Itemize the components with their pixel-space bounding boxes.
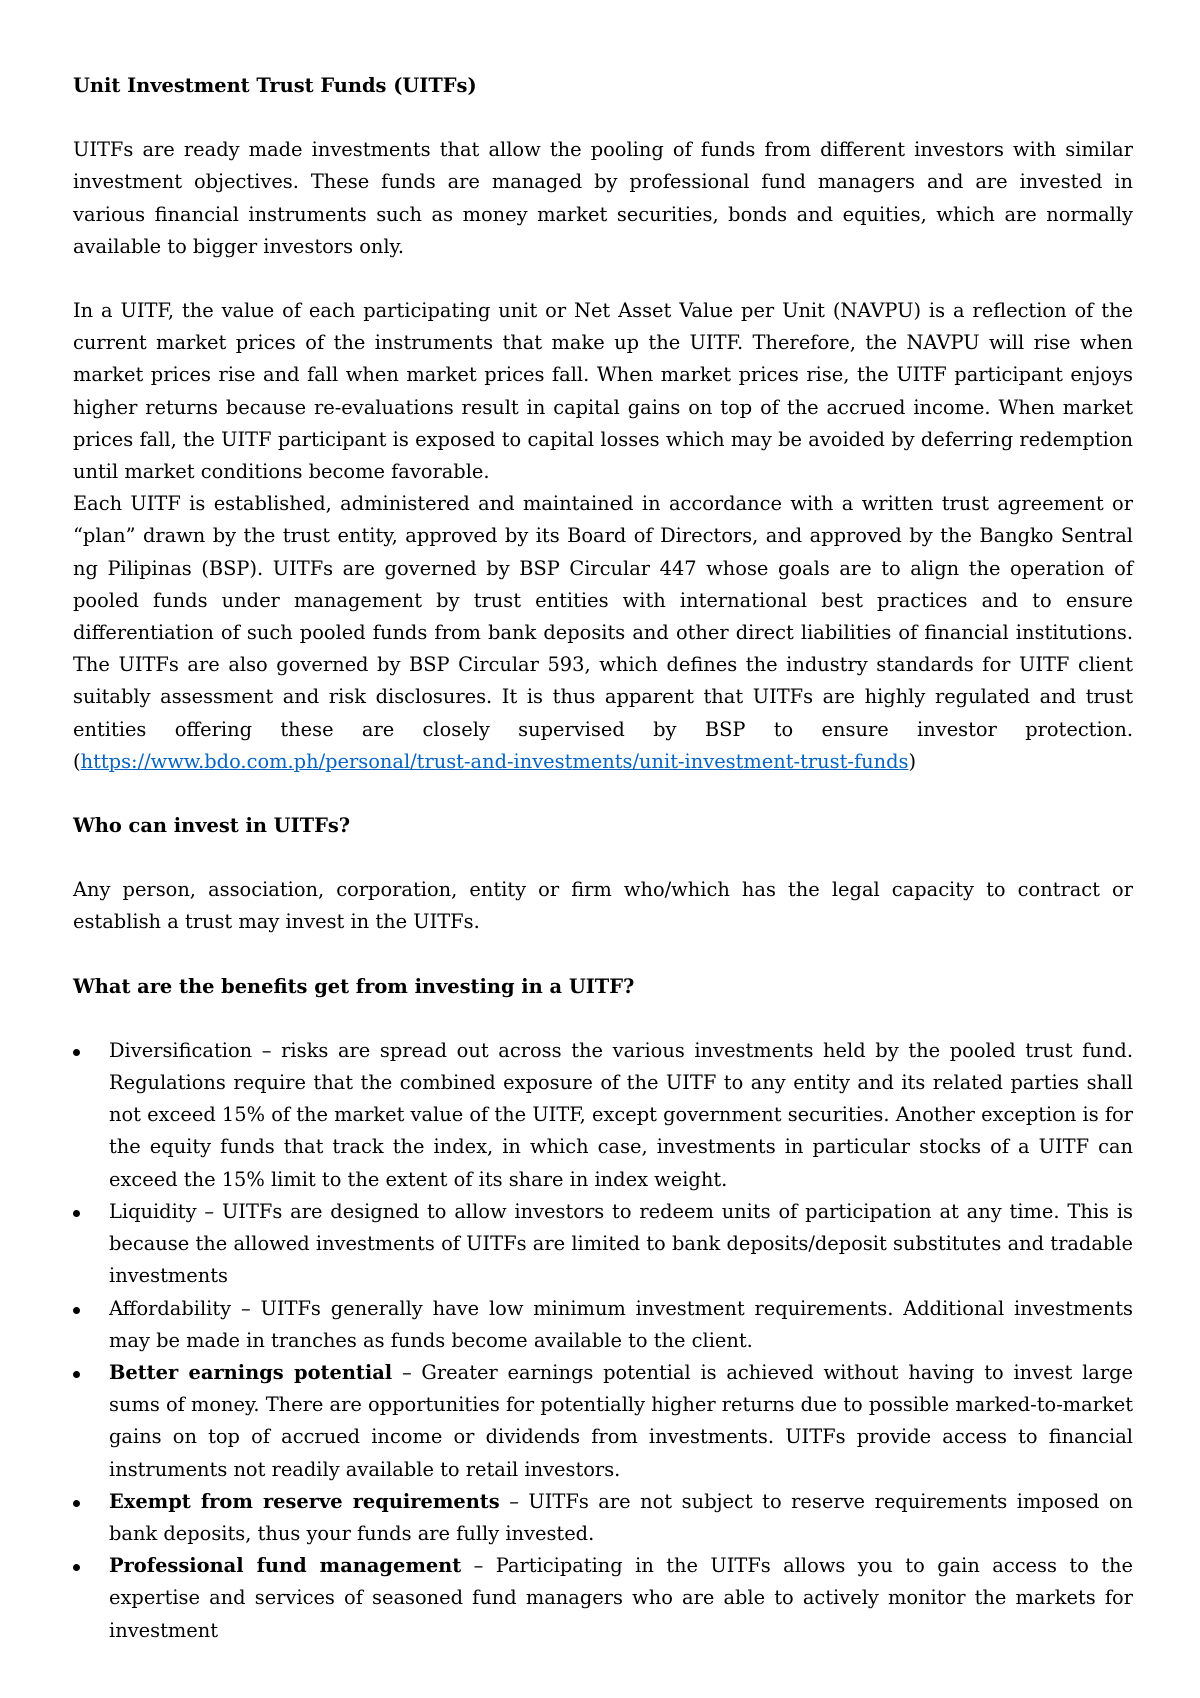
bullet-icon [73,1564,80,1571]
who-can-invest-heading: Who can invest in UITFs? [73,814,351,838]
benefit-text: – Greater earnings potential is achieved without having to invest large sums of money. There are opportunities for potentially higher returns due to possible marked-to-market gains on top of accrued income or dividends from investments. UITFs provide access to financial instruments not readily available to retail investors. [109,1360,1133,1481]
intro-paragraph-3-text: Each UITF is established, administered and maintained in accordance with a written trust agreement or “plan” drawn by the trust entity, approved by its Board of Directors, and approved by the Bangko Sentral ng Pilipinas (BSP). UITFs are governed by BSP Circular 447 whose goals are to align the operation of pooled funds under management by trust entities with international best practices and to ensure differentiation of such pooled funds from bank deposits and other direct liabilities of financial institutions. The UITFs are also governed by BSP Circular 593, which defines the industry standards for UITF client suitably assessment and risk disclosures. It is thus apparent that UITFs are highly regulated and trust entities offering these are closely supervised by BSP to ensure investor protection. ( [73,492,1133,773]
intro-paragraph-3-close: ) [908,749,917,773]
page-title: Unit Investment Trust Funds (UITFs) [73,74,477,97]
benefit-term: Professional fund management [109,1554,462,1578]
bullet-icon [73,1210,80,1217]
benefit-item-fund-management [73,1550,1133,1647]
bullet-icon [73,1049,80,1056]
benefit-text: – UITFs generally have low minimum investment requirements. Additional investments may be made in tranches as funds become available to the client. [109,1296,1133,1352]
benefit-text: – Participating in the UITFs allows you to gain access to the expertise and services of seasoned fund managers who are able to actively monitor the markets for investment [109,1554,1133,1642]
bullet-icon [73,1371,80,1378]
document-page [73,70,1133,1647]
bullet-icon [73,1307,80,1314]
source-link[interactable]: https://www.bdo.com.ph/personal/trust-and-investments/unit-investment-trust-funds [80,749,909,773]
benefit-text: – risks are spread out across the various investments held by the pooled trust fund. Regulations require that the combined exposure of the UITF to any entity and its related parties shall not exceed 15% of the market value of the UITF, except government securities. Another exception is for the equity funds that track the index, in which case, investments in particular stocks of a UITF can exceed the 15% limit to the extent of its share in index weight. [109,1038,1133,1191]
benefit-item-earnings-potential [73,1357,1133,1486]
benefits-heading: What are the benefits get from investing in a UITF? [73,974,635,998]
intro-paragraph-2: In a UITF, the value of each participating unit or Net Asset Value per Unit (NAVPU) is a reflection of the current market prices of the instruments that make up the UITF. Therefore, the NAVPU will rise when market prices rise and fall when market prices fall. When market prices rise, the UITF participant enjoys higher returns because re-evaluations result in capital gains on top of the accrued income. When market prices fall, the UITF participant is exposed to capital losses which may be avoided by deferring redemption until market conditions become favorable. [73,299,1133,484]
benefit-term: Affordability [109,1296,232,1320]
benefit-term: Better earnings potential [109,1360,393,1384]
benefit-item-reserve-exempt [73,1486,1133,1550]
intro-paragraph-1: UITFs are ready made investments that allow the pooling of funds from different investors with similar investment objectives. These funds are managed by professional fund managers and are invested in various financial instruments such as money market securities, bonds and equities, which are normally available to bigger investors only. [73,138,1133,258]
benefit-text: – UITFs are not subject to reserve requirements imposed on bank deposits, thus your funds are fully invested. [109,1489,1133,1545]
benefit-term: Liquidity [109,1199,197,1223]
bullet-icon [73,1500,80,1507]
benefit-item-affordability [73,1293,1133,1357]
benefit-term: Exempt from reserve requirements [109,1489,500,1513]
benefits-list [73,1035,1133,1647]
benefit-item-liquidity [73,1196,1133,1293]
who-can-invest-text: Any person, association, corporation, entity or firm who/which has the legal capacity to contract or establish a trust may invest in the UITFs. [73,878,1133,934]
benefit-term: Diversification [109,1038,253,1062]
intro-paragraph-3 [73,488,1133,778]
benefit-item-diversification [73,1035,1133,1196]
benefit-text: – UITFs are designed to allow investors to redeem units of participation at any time. This is because the allowed investments of UITFs are limited to bank deposits/deposit substitutes and tradable investments [109,1199,1133,1288]
